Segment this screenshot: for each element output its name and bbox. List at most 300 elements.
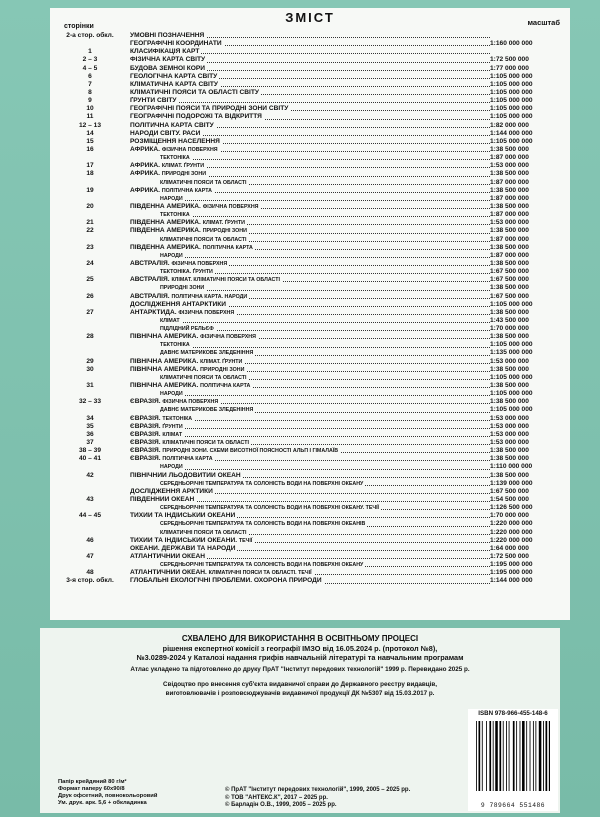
toc-scale: 1:82 000 000	[490, 121, 529, 129]
toc-title-text: ФІЗИЧНА КАРТА СВІТУ	[130, 56, 206, 64]
toc-scale: 1:38 500 000	[490, 259, 529, 267]
toc-title-text: ТИХИЙ ТА ІНДІЙСЬКИЙ ОКЕАНИ.	[130, 536, 238, 544]
copyright-2: © ТОВ "АНТЕКС.К", 2017 – 2025 рр.	[225, 794, 328, 801]
toc-page: 11	[86, 113, 94, 121]
toc-row	[50, 227, 570, 235]
toc-page: 21	[86, 219, 94, 227]
toc-page: 46	[86, 536, 94, 544]
toc-page: 24	[86, 259, 94, 267]
toc-subtitle-text: ТЕКТОНІКА	[160, 155, 190, 162]
toc-subtitle-text: ПОЛІТИЧНА КАРТА	[162, 456, 213, 463]
toc-subtitle-text: ФІЗИЧНА ПОВЕРХНЯ	[202, 203, 259, 210]
toc-scale: 1:67 500 000	[490, 487, 529, 495]
toc-scale: 1:38 500 000	[490, 227, 529, 235]
toc-title-text: АВСТРАЛІЯ.	[130, 259, 170, 267]
copyright-3: © Барладін О.В., 1999, 2005 – 2025 рр.	[225, 802, 337, 808]
toc-scale: 1:139 000 000	[490, 479, 533, 487]
toc-page: 38 – 39	[79, 447, 101, 455]
barcode-bar	[526, 721, 527, 791]
toc-title-text: ГЕОЛОГІЧНА КАРТА СВІТУ	[130, 72, 218, 80]
toc-subtitle-text: ДАВНЄ МАТЕРИКОВЕ ЗЛЕДЕНІННЯ	[160, 407, 254, 414]
toc-title-text: ГЛОБАЛЬНІ ЕКОЛОГІЧНІ ПРОБЛЕМИ. ОХОРОНА ПРИРОДИ	[130, 577, 322, 585]
toc-page: 29	[86, 357, 94, 365]
barcode-bar	[482, 721, 483, 791]
copyright	[225, 787, 410, 810]
toc-title-text: ПІВДЕННА АМЕРИКА.	[130, 219, 201, 227]
toc-subtitle-text: ТЕКТОНІКА	[160, 342, 190, 349]
toc-scale: 1:38 500 000	[490, 471, 529, 479]
toc-page: 36	[86, 430, 94, 438]
toc-scale: 1:38 500 000	[490, 382, 529, 390]
toc-title-text: ЄВРАЗІЯ.	[130, 398, 161, 406]
toc-page: 23	[86, 243, 94, 251]
toc-scale: 1:105 000 000	[490, 373, 533, 381]
toc-row	[50, 268, 570, 276]
toc-page: 2-а стор. обкл.	[66, 32, 114, 39]
toc-title-text: ПІВНІЧНА АМЕРИКА.	[130, 382, 199, 390]
toc-title-text: АФРИКА.	[130, 145, 160, 153]
barcode-bar	[533, 721, 534, 791]
paper-info: Папір крейдяний 80 г/м²	[58, 779, 127, 785]
toc-scale: 1:126 500 000	[490, 504, 533, 512]
toc-subtitle-text: КЛІМАТИЧНІ ПОЯСИ ТА ОБЛАСТІ	[160, 374, 247, 381]
scale-header: масштаб	[527, 18, 560, 27]
toc-scale: 1:67 500 000	[490, 268, 529, 276]
toc-scale: 1:53 000 000	[490, 430, 529, 438]
toc-scale: 1:53 000 000	[490, 439, 529, 447]
toc-title-text: АФРИКА.	[130, 170, 160, 178]
toc-page: 25	[86, 276, 94, 284]
toc-subtitle-text: ФІЗИЧНА ПОВЕРХНЯ	[162, 399, 219, 406]
toc-title-text: АНТАРКТИДА.	[130, 308, 177, 316]
toc-scale: 1:105 000 000	[490, 72, 533, 80]
toc-page: 7	[88, 80, 92, 88]
barcode-bar	[495, 721, 498, 791]
toc-scale: 1:105 000 000	[490, 300, 533, 308]
toc-row	[50, 439, 570, 447]
toc-subtitle-text: СЕРЕДНЬОРІЧНІ ТЕМПЕРАТУРА ТА СОЛОНІСТЬ ВОДИ НА ПОВЕРХНІ ОКЕАНІВ	[160, 521, 366, 528]
toc-row	[50, 447, 570, 455]
toc-title-text: РОЗМІЩЕННЯ НАСЕЛЕННЯ	[130, 137, 220, 145]
toc-page: 15	[86, 137, 94, 145]
toc-title-text: ЄВРАЗІЯ.	[130, 447, 161, 455]
toc-subtitle-text: КЛІМАТ. ҐРУНТИ	[202, 220, 245, 227]
toc-row	[50, 504, 570, 512]
approval-catalog: №3.0289-2024 у Каталозі надання грифів навчальній літературі та навчальним програмам	[136, 653, 464, 662]
barcode-bar	[493, 721, 494, 791]
toc-scale: 1:38 500 000	[490, 365, 529, 373]
toc-page: 27	[86, 308, 94, 316]
toc-row	[50, 431, 570, 439]
toc-scale: 1:64 000 000	[490, 544, 529, 552]
toc-row	[50, 325, 570, 333]
toc-page: 32 – 33	[79, 398, 101, 406]
barcode-bar	[499, 721, 501, 791]
toc-subtitle-text: ПОЛІТИЧНА КАРТА	[202, 244, 253, 251]
toc-rows	[50, 32, 570, 586]
toc-scale: 1:38 500 000	[490, 398, 529, 406]
toc-row	[50, 415, 570, 423]
toc-page: 6	[88, 72, 92, 80]
toc-row	[50, 520, 570, 528]
toc-title-text: КЛІМАТИЧНІ ПОЯСИ ТА ОБЛАСТІ СВІТУ	[130, 88, 259, 96]
toc-scale: 1:110 000 000	[490, 463, 533, 471]
toc-row	[50, 488, 570, 496]
toc-subtitle-text: ТЕЧІЇ	[238, 537, 253, 544]
toc-row	[50, 545, 570, 553]
toc-row	[50, 423, 570, 431]
barcode-bar	[509, 721, 510, 791]
toc-scale: 1:53 000 000	[490, 162, 529, 170]
toc-scale: 1:220 000 000	[490, 528, 533, 536]
toc-title-text: КЛАСИФІКАЦІЯ КАРТ	[130, 48, 200, 56]
toc-row	[50, 162, 570, 170]
toc-subtitle-text: ПОЛІТИЧНА КАРТА	[200, 383, 251, 390]
toc-scale: 1:220 000 000	[490, 536, 533, 544]
toc-row	[50, 480, 570, 488]
toc-subtitle-text: ПРИРОДНІ ЗОНИ. СХЕМИ ВИСОТНОЇ ПОЯСНОСТІ АЛЬП І ГІМАЛАЇВ	[162, 448, 339, 455]
toc-title-text: АВСТРАЛІЯ.	[130, 276, 170, 284]
toc-scale: 1:38 500 000	[490, 170, 529, 178]
toc-scale: 1:87 000 000	[490, 251, 529, 259]
toc-scale: 1:72 500 000	[490, 553, 529, 560]
toc-page: 3-я стор. обкл.	[66, 577, 114, 585]
toc-title-text: ЄВРАЗІЯ.	[130, 455, 161, 463]
toc-scale: 1:105 000 000	[490, 113, 533, 121]
toc-row	[50, 122, 570, 130]
toc-page: 2 – 3	[82, 56, 98, 64]
toc-scale: 1:160 000 000	[490, 40, 533, 48]
toc-title-text: НАРОДИ СВІТУ. РАСИ	[130, 129, 201, 137]
toc-subtitle-text: СЕРЕДНЬОРІЧНІ ТЕМПЕРАТУРА ТА СОЛОНІСТЬ ВОДИ НА ПОВЕРХНІ ОКЕАНУ. ТЕЧІЇ	[160, 505, 380, 512]
toc-row	[50, 113, 570, 121]
toc-row	[50, 252, 570, 260]
barcode-bar	[506, 721, 507, 791]
toc-title-text: ПІВДЕННА АМЕРИКА.	[130, 243, 201, 251]
toc-scale: 1:105 000 000	[490, 406, 533, 414]
toc-title-text: ҐРУНТИ СВІТУ	[130, 97, 177, 105]
toc-row	[50, 73, 570, 81]
toc-subtitle-text: КЛІМАТИЧНІ ПОЯСИ ТА ОБЛАСТІ	[160, 236, 247, 243]
toc-row	[50, 89, 570, 97]
toc-subtitle-text: НАРОДИ	[160, 252, 183, 259]
toc-title-text: ГЕОГРАФІЧНІ КООРДИНАТИ	[130, 40, 222, 48]
toc-title-text: ЄВРАЗІЯ.	[130, 422, 161, 430]
toc-title-text: ПІВДЕННИЙ ОКЕАН	[130, 496, 195, 504]
toc-page: 9	[88, 97, 92, 105]
toc-row	[50, 472, 570, 480]
toc-page: 44 – 45	[79, 512, 101, 520]
toc-row	[50, 146, 570, 154]
toc-title-text: ПІВНІЧНА АМЕРИКА.	[130, 357, 199, 365]
toc-scale: 1:87 000 000	[490, 235, 529, 243]
toc-row	[50, 187, 570, 195]
barcode-bar	[513, 721, 515, 791]
certificate-line1: Свідоцтво про внесення суб'єкта видавничої справи до Державного реєстру видавців,	[163, 681, 437, 688]
toc-title-text: АТЛАНТИЧНИЙ ОКЕАН	[130, 553, 205, 560]
toc-title-text: АФРИКА.	[130, 162, 160, 170]
toc-title-text: ГЕОГРАФІЧНІ ПОЯСИ ТА ПРИРОДНІ ЗОНИ СВІТУ	[130, 105, 289, 113]
barcode-number: 9 789664 551486	[480, 802, 546, 809]
toc-row	[50, 406, 570, 414]
toc-scale: 1:38 500 000	[490, 447, 529, 455]
toc-row	[50, 48, 570, 56]
toc-page: 31	[86, 382, 94, 390]
toc-row	[50, 301, 570, 309]
toc-subtitle-text: ФІЗИЧНА ПОВЕРХНЯ	[178, 309, 235, 316]
toc-row	[50, 390, 570, 398]
barcode-bar	[516, 721, 517, 791]
toc-row	[50, 496, 570, 504]
toc-page: 20	[86, 202, 94, 210]
toc-subtitle-text: КЛІМАТИЧНІ ПОЯСИ ТА ОБЛАСТІ	[162, 440, 249, 447]
isbn: ISBN 978-966-455-148-6	[478, 710, 548, 717]
toc-subtitle-text: ПРИРОДНІ ЗОНИ	[160, 285, 205, 292]
toc-subtitle-text: КЛІМАТ. ҐРУНТИ	[161, 163, 205, 170]
barcode-bar	[546, 721, 548, 791]
toc-subtitle-text: ТЕКТОНІКА	[160, 212, 190, 219]
barcode-bar	[522, 721, 525, 791]
toc-row	[50, 219, 570, 227]
toc-row	[50, 276, 570, 284]
toc-page: 26	[86, 292, 94, 300]
toc-page: 42	[86, 471, 94, 479]
approval-block	[40, 628, 560, 813]
toc-scale: 1:105 000 000	[490, 88, 533, 96]
format-info: Формат паперу 60х90/8	[58, 786, 125, 792]
toc-title-text: БУДОВА ЗЕМНОЇ КОРИ	[130, 64, 206, 72]
toc-row	[50, 65, 570, 73]
toc-row	[50, 244, 570, 252]
toc-row	[50, 512, 570, 520]
toc-row	[50, 179, 570, 187]
toc-scale: 1:87 000 000	[490, 154, 529, 162]
toc-row	[50, 105, 570, 113]
toc-title-text: ОКЕАНИ. ДЕРЖАВИ ТА НАРОДИ	[130, 544, 236, 552]
toc-scale: 1:53 000 000	[490, 357, 529, 365]
toc-scale: 1:38 500 000	[490, 202, 529, 210]
toc-page: 16	[86, 145, 94, 153]
atlas-prepared: Атлас укладено та підготовлено до друку ПрАТ "Інститут передових технологій" 1999 р. Перевидано 2025 р.	[130, 666, 470, 673]
toc-scale: 1:105 000 000	[490, 105, 533, 113]
toc-row	[50, 97, 570, 105]
barcode-bar	[489, 721, 491, 791]
toc-scale: 1:43 500 000	[490, 316, 529, 324]
toc-page: 43	[86, 496, 94, 504]
toc-title-text: ЄВРАЗІЯ.	[130, 439, 161, 447]
barcode-bar	[530, 721, 531, 791]
toc-page: 19	[86, 186, 94, 194]
pages-header: сторінки	[64, 23, 94, 30]
toc-scale: 1:38 500 000	[490, 333, 529, 341]
toc-scale: 1:38 500 000	[490, 243, 529, 251]
toc-row	[50, 349, 570, 357]
toc-row	[50, 341, 570, 349]
table-of-contents	[50, 8, 570, 620]
toc-row	[50, 170, 570, 178]
toc-page: 18	[86, 170, 94, 178]
toc-scale: 1:38 500 000	[490, 284, 529, 292]
toc-row	[50, 463, 570, 471]
approval-decision: рішення експертної комісії з географії ІМЗО від 16.05.2024 р. (протокол №8),	[162, 644, 438, 653]
barcode-bar	[479, 721, 481, 791]
toc-title-text: ПОЛІТИЧНА КАРТА СВІТУ	[130, 121, 214, 129]
toc-title: ЗМІСТ	[285, 10, 335, 25]
barcode-bar	[543, 721, 544, 791]
toc-scale: 1:105 000 000	[490, 137, 533, 145]
toc-subtitle-text: КЛІМАТ. КЛІМАТИЧНІ ПОЯСИ ТА ОБЛАСТІ	[171, 277, 280, 284]
toc-subtitle-text: ПІДЛІДНИЙ РЕЛЬЄФ	[160, 326, 214, 333]
toc-scale: 1:38 500 000	[490, 455, 529, 463]
toc-page: 40 – 41	[79, 455, 101, 463]
toc-scale: 1:70 000 000	[490, 512, 529, 520]
toc-title-text: КЛІМАТИЧНА КАРТА СВІТУ	[130, 80, 218, 88]
toc-scale: 1:105 000 000	[490, 341, 533, 349]
toc-row	[50, 130, 570, 138]
toc-subtitle-text: НАРОДИ	[160, 464, 183, 471]
toc-title-text: АВСТРАЛІЯ.	[130, 292, 170, 300]
toc-subtitle-text: КЛІМАТ	[162, 431, 183, 438]
toc-scale: 1:87 000 000	[490, 211, 529, 219]
toc-row	[50, 56, 570, 64]
barcode-bar	[539, 721, 542, 791]
imprint	[58, 779, 157, 807]
sheets-info: Ум. друк. арк. 5,6 + обкладинка	[58, 800, 147, 806]
toc-row	[50, 382, 570, 390]
toc-page: 8	[88, 88, 92, 96]
toc-page: 10	[86, 105, 94, 113]
toc-title-text: ДОСЛІДЖЕННЯ АРКТИКИ	[130, 487, 213, 495]
toc-row	[50, 195, 570, 203]
toc-page: 34	[86, 414, 94, 422]
toc-page: 17	[86, 162, 94, 170]
toc-subtitle-text: НАРОДИ	[160, 195, 183, 202]
approval-heading: СХВАЛЕНО ДЛЯ ВИКОРИСТАННЯ В ОСВІТНЬОМУ ПРОЦЕСІ	[181, 634, 419, 643]
toc-row	[50, 32, 570, 40]
toc-subtitle-text: СЕРЕДНЬОРІЧНІ ТЕМПЕРАТУРА ТА СОЛОНІСТЬ ВОДИ НА ПОВЕРХНІ ОКЕАНУ	[160, 480, 364, 487]
toc-subtitle-text: НАРОДИ	[160, 391, 183, 398]
toc-row	[50, 293, 570, 301]
toc-subtitle-text: ПРИРОДНІ ЗОНИ	[200, 366, 245, 373]
toc-subtitle-text: ПРИРОДНІ ЗОНИ	[161, 171, 207, 178]
toc-scale: 1:72 500 000	[490, 56, 529, 64]
toc-subtitle-text: ПОЛІТИЧНА КАРТА	[161, 187, 212, 194]
toc-row	[50, 154, 570, 162]
toc-scale: 1:135 000 000	[490, 349, 533, 357]
toc-scale: 1:195 000 000	[490, 569, 533, 577]
toc-subtitle-text: ТЕКТОНІКА	[162, 415, 193, 422]
toc-title-text: ПІВНІЧНИЙ ЛЬОДОВИТИЙ ОКЕАН	[130, 471, 241, 479]
toc-page: 22	[86, 227, 94, 235]
toc-subtitle-text: ПРИРОДНІ ЗОНИ	[202, 228, 247, 235]
copyright-1: © ПрАТ "Інститут передових технологій", 1999, 2005 – 2025 рр.	[225, 787, 411, 793]
toc-title-text: УМОВНІ ПОЗНАЧЕННЯ	[130, 32, 205, 39]
barcode-bar	[486, 721, 487, 791]
toc-subtitle-text: ДАВНЄ МАТЕРИКОВЕ ЗЛЕДЕНІННЯ	[160, 350, 254, 357]
toc-row	[50, 260, 570, 268]
toc-title-text: АФРИКА.	[130, 186, 160, 194]
toc-subtitle-text: ПОЛІТИЧНА КАРТА. НАРОДИ	[171, 293, 248, 300]
toc-row	[50, 553, 570, 561]
toc-title-text: ГЕОГРАФІЧНІ ПОДОРОЖІ ТА ВІДКРИТТЯ	[130, 113, 262, 121]
barcode	[468, 709, 558, 811]
toc-row	[50, 203, 570, 211]
toc-scale: 1:67 500 000	[490, 276, 529, 284]
toc-scale: 1:53 000 000	[490, 422, 529, 430]
toc-row	[50, 333, 570, 341]
barcode-bar	[503, 721, 504, 791]
toc-scale: 1:144 000 000	[490, 577, 533, 585]
toc-page: 30	[86, 365, 94, 373]
toc-page: 1	[88, 48, 92, 56]
toc-page: 37	[86, 439, 94, 447]
toc-scale: 1:67 500 000	[490, 292, 529, 300]
toc-row	[50, 577, 570, 585]
toc-row	[50, 398, 570, 406]
toc-scale: 1:87 000 000	[490, 178, 529, 186]
toc-scale: 1:38 500 000	[490, 308, 529, 316]
toc-subtitle-text: КЛІМАТИЧНІ ПОЯСИ ТА ОБЛАСТІ	[160, 179, 247, 186]
toc-row	[50, 309, 570, 317]
toc-page: 28	[86, 333, 94, 341]
toc-subtitle-text: КЛІМАТ. ҐРУНТИ	[200, 358, 243, 365]
toc-scale: 1:77 000 000	[490, 64, 529, 72]
toc-title-text: ПІВДЕННА АМЕРИКА.	[130, 202, 201, 210]
toc-title-text: ЄВРАЗІЯ.	[130, 414, 161, 422]
toc-title-text: ТИХИЙ ТА ІНДІЙСЬКИЙ ОКЕАНИ	[130, 512, 236, 520]
toc-row	[50, 138, 570, 146]
toc-row	[50, 366, 570, 374]
toc-subtitle-text: ТЕКТОНІКА. ҐРУНТИ	[160, 269, 213, 276]
toc-page: 35	[86, 422, 94, 430]
toc-title-text: ЄВРАЗІЯ.	[130, 430, 161, 438]
toc-subtitle-text: ҐРУНТИ	[162, 423, 183, 430]
toc-title-text: ПІВНІЧНА АМЕРИКА.	[130, 333, 199, 341]
toc-scale: 1:70 000 000	[490, 325, 529, 333]
toc-subtitle-text: КЛІМАТИЧНІ ПОЯСИ ТА ОБЛАСТІ	[160, 529, 247, 536]
toc-subtitle-text: ФІЗИЧНА ПОВЕРХНЯ	[171, 260, 228, 267]
toc-row	[50, 537, 570, 545]
toc-title-text: ПІВДЕННА АМЕРИКА.	[130, 227, 201, 235]
toc-scale: 1:53 000 000	[490, 414, 529, 422]
toc-scale: 1:38 500 000	[490, 145, 529, 153]
toc-scale: 1:53 000 000	[490, 219, 529, 227]
print-info: Друк офсетний, повнокольоровий	[58, 793, 158, 799]
barcode-bar	[520, 721, 521, 791]
toc-row	[50, 40, 570, 48]
toc-page: 4 – 5	[82, 64, 98, 72]
toc-page: 14	[86, 129, 94, 137]
toc-subtitle-text: СЕРЕДНЬОРІЧНІ ТЕМПЕРАТУРА ТА СОЛОНІСТЬ ВОДИ НА ПОВЕРХНІ ОКЕАНУ	[160, 562, 364, 569]
toc-subtitle-text: ФІЗИЧНА ПОВЕРХНЯ	[200, 334, 256, 341]
toc-subtitle-text: КЛІМАТ	[160, 317, 180, 324]
toc-scale: 1:54 500 000	[490, 496, 529, 504]
certificate-line2: виготовлювачів і розповсюджувачів видавничої продукції ДК №5307 від 15.03.2017 р.	[165, 690, 435, 697]
toc-row	[50, 236, 570, 244]
toc-scale: 1:105 000 000	[490, 390, 533, 398]
toc-scale: 1:105 000 000	[490, 97, 533, 105]
barcode-bars	[476, 721, 550, 797]
toc-title-text: ДОСЛІДЖЕННЯ АНТАРКТИКИ	[130, 300, 227, 308]
toc-row	[50, 81, 570, 89]
toc-subtitle-text: ФІЗИЧНА ПОВЕРХНЯ	[161, 146, 218, 153]
toc-row	[50, 317, 570, 325]
toc-page: 12 – 13	[79, 121, 101, 129]
toc-scale: 1:144 000 000	[490, 129, 533, 137]
toc-row	[50, 455, 570, 463]
toc-scale: 1:195 000 000	[490, 561, 533, 569]
toc-row	[50, 561, 570, 569]
